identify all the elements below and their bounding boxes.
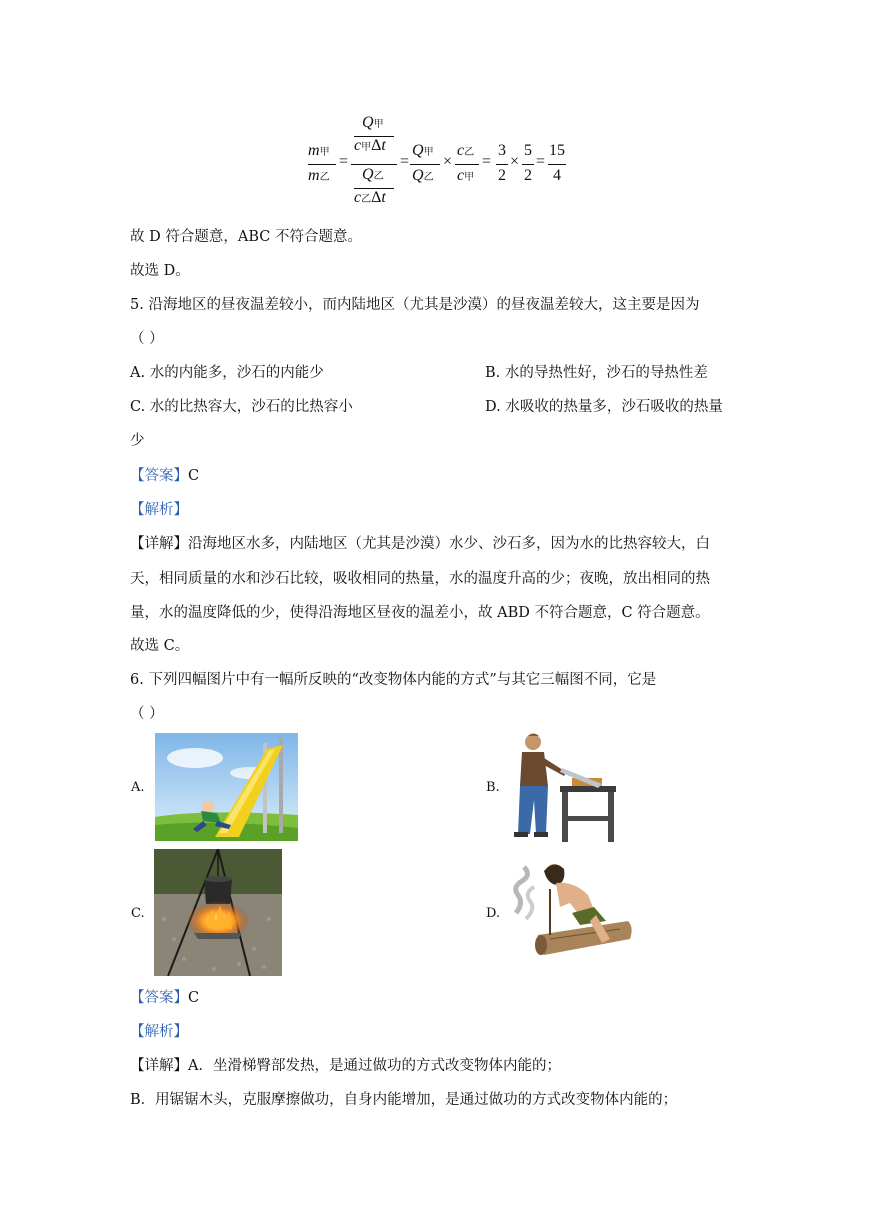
conclusion-line: 故 D 符合题意，ABC 不符合题意。	[130, 229, 362, 245]
times-sign: ×	[510, 153, 520, 170]
q6-detail-line-b: B．用锯锯木头，克服摩擦做功，自身内能增加，是通过做功的方式改变物体内能的；	[130, 1092, 678, 1108]
sawing-man-image	[510, 728, 622, 846]
q5-option-d-continued: 少	[130, 433, 145, 449]
q6-label-b: B.	[486, 780, 500, 795]
den-2b: 2	[524, 167, 532, 184]
equals-sign: =	[339, 153, 349, 170]
num-3: 3	[498, 142, 506, 159]
equals-sign: =	[400, 153, 410, 170]
times-sign: ×	[443, 153, 453, 170]
num-5: 5	[524, 142, 532, 159]
equals-sign: =	[482, 153, 492, 170]
q6-detail-line-a: 【详解】A．坐滑梯臀部发热，是通过做功的方式改变物体内能的；	[130, 1058, 561, 1074]
fraction-bar	[455, 164, 479, 165]
q5-detail-line-1: 【详解】沿海地区水多，内陆地区（尤其是沙漠）水少、沙石多，因为水的比热容较大，白	[130, 536, 710, 552]
q5-option-c: C. 水的比热容大，沙石的比热容小	[130, 399, 353, 415]
fraction-bar	[548, 164, 566, 165]
q5-option-a: A. 水的内能多，沙石的内能少	[130, 365, 324, 381]
outer-num-bottom: c甲Δt	[354, 137, 386, 154]
den-4: 4	[553, 167, 561, 184]
q5-answer: 【答案】C	[130, 468, 200, 484]
fraction-bar	[308, 164, 336, 165]
q5-detail-line-2: 天，相同质量的水和沙石比较，吸收相同的热量，水的温度升高的少；夜晚，放出相同的热	[130, 571, 710, 587]
question-5-paren: （ ）	[130, 331, 164, 347]
campfire-pot-image	[154, 849, 282, 976]
q6-analysis-label: 【解析】	[130, 1024, 188, 1040]
formula-mass-ratio	[306, 112, 566, 212]
answer-label: 【答案】	[130, 468, 188, 484]
fraction-bar	[496, 164, 508, 165]
choice-line: 故选 D。	[130, 263, 190, 279]
ratio2-den: c甲	[457, 167, 475, 184]
q5-option-b: B. 水的导热性好，沙石的导热性差	[485, 365, 708, 381]
formula-lhs-den: m乙	[308, 167, 330, 184]
fraction-bar	[410, 164, 440, 165]
equals-sign: =	[536, 153, 546, 170]
formula-lhs-num: m甲	[308, 142, 330, 159]
q5-detail-line-3: 量，水的温度降低的少，使得沿海地区昼夜的温差小，故 ABD 不符合题意，C 符合题意。	[130, 605, 710, 621]
fire-drill-man-image	[510, 855, 635, 965]
q6-label-a: A.	[131, 780, 145, 795]
q6-answer: 【答案】C	[130, 990, 200, 1006]
outer-den-top: Q乙	[362, 166, 384, 183]
num-15: 15	[549, 142, 565, 159]
ratio1-num: Q甲	[412, 142, 434, 159]
ratio2-num: c乙	[457, 142, 475, 159]
ratio1-den: Q乙	[412, 167, 434, 184]
den-2: 2	[498, 167, 506, 184]
outer-den-bottom: c乙Δt	[354, 189, 386, 206]
q5-option-d: D. 水吸收的热量多，沙石吸收的热量	[485, 399, 723, 415]
outer-num-top: Q甲	[362, 114, 384, 131]
q6-label-d: D.	[486, 906, 501, 921]
question-6-stem: 6. 下列四幅图片中有一幅所反映的“改变物体内能的方式”与其它三幅图不同，它是	[130, 672, 657, 688]
fraction-bar	[522, 164, 534, 165]
q6-label-c: C.	[131, 906, 145, 921]
answer-label: 【答案】	[130, 990, 188, 1006]
question-6-paren: （ ）	[130, 706, 164, 722]
q5-final-choice: 故选 C。	[130, 638, 190, 654]
main-fraction-bar	[351, 164, 397, 165]
question-5-stem: 5. 沿海地区的昼夜温差较小，而内陆地区（尤其是沙漠）的昼夜温差较大，这主要是因为	[130, 297, 700, 313]
q5-analysis-label: 【解析】	[130, 502, 188, 518]
slide-child-image	[155, 733, 298, 841]
